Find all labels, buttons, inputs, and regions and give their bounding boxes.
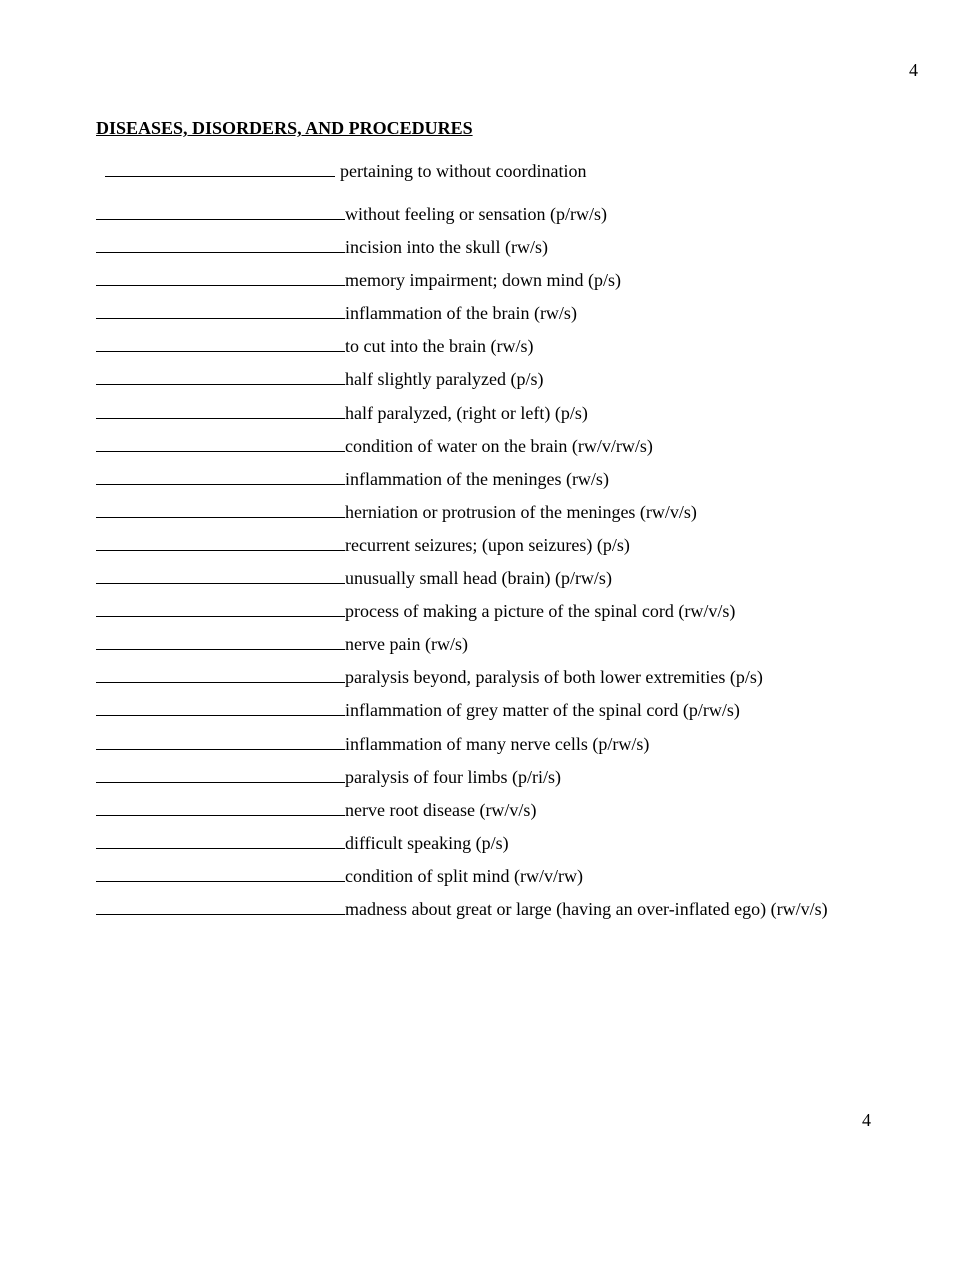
definition-list [96, 203, 828, 931]
definition-text: without feeling or sensation (p/rw/s) [345, 204, 607, 224]
answer-blank[interactable] [96, 634, 345, 650]
definition-row [96, 402, 828, 435]
definition-text: recurrent seizures; (upon seizures) (p/s) [345, 534, 630, 555]
definition-text: unusually small head (brain) (p/rw/s) [345, 568, 612, 589]
answer-blank[interactable] [96, 270, 345, 286]
definition-row-intro [105, 160, 586, 182]
definition-row [96, 898, 828, 931]
definition-text: half slightly paralyzed (p/s) [345, 369, 544, 390]
definition-text: inflammation of the meninges (rw/s) [345, 468, 609, 489]
definition-row [96, 269, 828, 302]
definition-row [96, 236, 828, 269]
answer-blank[interactable] [96, 568, 345, 584]
definition-row [96, 832, 828, 865]
answer-blank[interactable] [96, 601, 345, 617]
definition-text: process of making a picture of the spinal cord (rw/v/s) [345, 601, 736, 622]
answer-blank[interactable] [96, 667, 345, 683]
definition-text: herniation or protrusion of the meninges (rw/v/s) [345, 501, 697, 522]
definition-row [96, 534, 828, 567]
definition-text: incision into the skull (rw/s) [345, 237, 548, 258]
definition-row [96, 600, 828, 633]
definition-row [96, 733, 828, 766]
page-number-bottom: 4 [862, 1110, 871, 1130]
definition-row [96, 766, 828, 799]
answer-blank[interactable] [96, 303, 345, 319]
definition-text: condition of split mind (rw/v/rw) [345, 865, 583, 886]
definition-row [96, 435, 828, 468]
section-heading: DISEASES, DISORDERS, AND PROCEDURES [96, 118, 473, 138]
definition-row [96, 368, 828, 401]
definition-text: memory impairment; down mind (p/s) [345, 270, 621, 291]
definition-text: to cut into the brain (rw/s) [345, 336, 534, 357]
answer-blank[interactable] [96, 833, 345, 849]
answer-blank[interactable] [96, 700, 345, 716]
definition-text: inflammation of the brain (rw/s) [345, 303, 577, 324]
definition-text: paralysis beyond, paralysis of both lower extremities (p/s) [345, 667, 763, 688]
definition-row [96, 633, 828, 666]
definition-text: inflammation of grey matter of the spinal cord (p/rw/s) [345, 700, 740, 721]
answer-blank[interactable] [96, 767, 345, 783]
answer-blank[interactable] [96, 734, 345, 750]
definition-row [96, 865, 828, 898]
answer-blank[interactable] [96, 899, 345, 915]
definition-text: difficult speaking (p/s) [345, 832, 509, 853]
answer-blank[interactable] [96, 800, 345, 816]
answer-blank[interactable] [96, 369, 345, 385]
definition-text: half paralyzed, (right or left) (p/s) [345, 402, 588, 423]
definition-text: pertaining to without coordination [340, 161, 587, 181]
definition-text: madness about great or large (having an over-inflated ego) (rw/v/s) [345, 898, 828, 919]
answer-blank[interactable] [105, 161, 335, 177]
definition-row [96, 302, 828, 335]
answer-blank[interactable] [96, 403, 345, 419]
answer-blank[interactable] [96, 866, 345, 882]
definition-row [96, 468, 828, 501]
answer-blank[interactable] [96, 204, 345, 220]
definition-row [96, 799, 828, 832]
definition-text: inflammation of many nerve cells (p/rw/s) [345, 733, 650, 754]
definition-row [96, 203, 828, 236]
answer-blank[interactable] [96, 336, 345, 352]
definition-text: condition of water on the brain (rw/v/rw/s) [345, 435, 653, 456]
answer-blank[interactable] [96, 237, 345, 253]
answer-blank[interactable] [96, 502, 345, 518]
definition-row [96, 699, 828, 732]
definition-row [96, 501, 828, 534]
answer-blank[interactable] [96, 469, 345, 485]
answer-blank[interactable] [96, 436, 345, 452]
page-number-top: 4 [909, 60, 918, 80]
definition-row [96, 666, 828, 699]
definition-text: nerve root disease (rw/v/s) [345, 799, 537, 820]
definition-text: nerve pain (rw/s) [345, 634, 468, 655]
answer-blank[interactable] [96, 535, 345, 551]
definition-row [96, 567, 828, 600]
definition-text: paralysis of four limbs (p/ri/s) [345, 766, 561, 787]
definition-row [96, 335, 828, 368]
